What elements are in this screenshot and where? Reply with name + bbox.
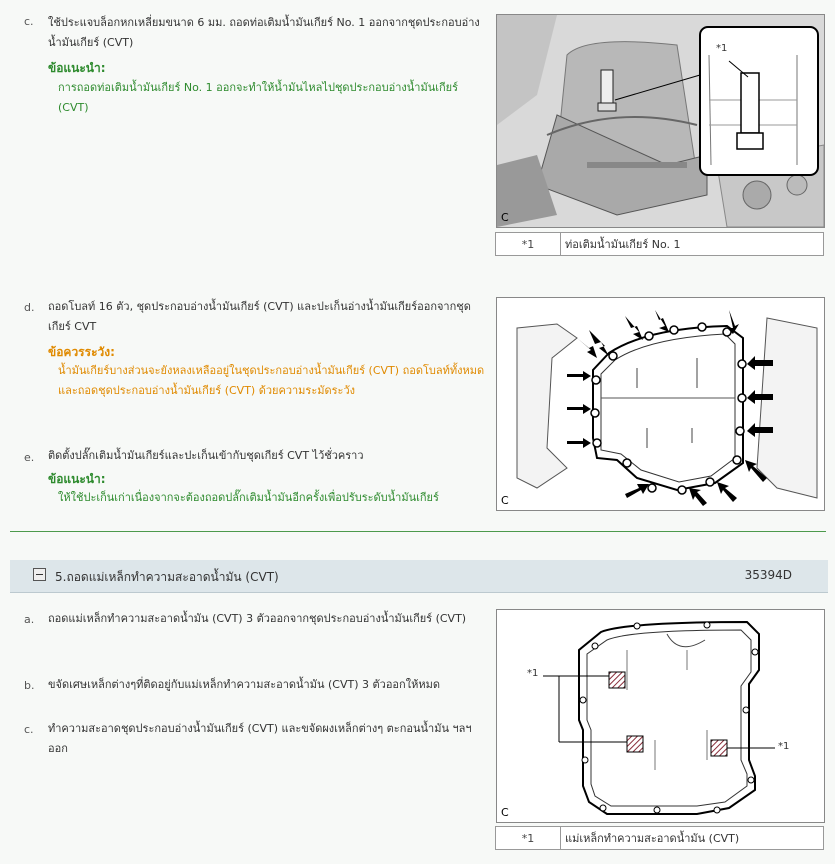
- legend-key: *1: [496, 827, 561, 850]
- magnets-illustration: [497, 610, 824, 822]
- table-row: [496, 233, 824, 256]
- figure-pan-bolts: [496, 297, 825, 511]
- section-code: 35394D: [744, 568, 792, 582]
- hint-text: การถอดท่อเติมน้ำมันเกียร์ No. 1 ออกจะทำให้น้ำมันไหลไปชุดประกอบอ่างน้ำมันเกียร์ (CVT): [58, 81, 458, 114]
- section-divider: [10, 531, 826, 532]
- figure-filler-tube: [496, 14, 825, 228]
- figure-label: C: [501, 806, 509, 819]
- legend-value: ท่อเติมน้ำมันเกียร์ No. 1: [561, 233, 824, 256]
- caution-text: น้ำมันเกียร์บางส่วนจะยังหลงเหลืออยู่ในชุดประกอบอ่างน้ำมันเกียร์ (CVT) ถอดโบลท์ทั้งหมด และถอดชุดประกอบอ่างน้ำมันเกียร์ (CVT) ด้วยความระมัดระวัง: [58, 364, 485, 397]
- legend-value: แม่เหล็กทำความสะอาดน้ำมัน (CVT): [561, 827, 824, 850]
- step-letter: c.: [24, 15, 34, 28]
- legend-table: [495, 826, 824, 850]
- step-text: ถอดโบลท์ 16 ตัว, ชุดประกอบอ่างน้ำมันเกียร์ (CVT) และปะเก็นอ่างน้ำมันเกียร์ออกจากชุดเกียร์ CVT: [48, 300, 471, 333]
- caution-label: ข้อควรระวัง:: [48, 345, 115, 359]
- figure-callout: *1: [716, 43, 728, 54]
- step-letter: e.: [24, 451, 35, 464]
- figure-magnets: [496, 609, 825, 823]
- step-letter: a.: [24, 613, 35, 626]
- step-text: ติดตั้งปลั๊กเติมน้ำมันเกียร์และปะเก็นเข้ากับชุดเกียร์ CVT ไว้ชั่วคราว: [48, 449, 364, 462]
- figure-label: C: [501, 211, 509, 224]
- pan-bolts-illustration: [497, 298, 824, 510]
- figure-callout: *1: [527, 668, 539, 679]
- collapse-icon[interactable]: [33, 568, 46, 581]
- hint-label: ข้อแนะนำ:: [48, 472, 106, 486]
- hint-label: ข้อแนะนำ:: [48, 61, 106, 75]
- step-letter: d.: [24, 301, 35, 314]
- legend-key: *1: [496, 233, 561, 256]
- figure-label: C: [501, 494, 509, 507]
- step-text: ใช้ประแจบล็อกหกเหลี่ยมขนาด 6 มม. ถอดท่อเติมน้ำมันเกียร์ No. 1 ออกจากชุดประกอบอ่างน้ำมันเกียร์ (CVT): [48, 16, 480, 49]
- step-text: ถอดแม่เหล็กทำความสะอาดน้ำมัน (CVT) 3 ตัวออกจากชุดประกอบอ่างน้ำมันเกียร์ (CVT): [48, 612, 467, 625]
- figure-callout: *1: [778, 741, 790, 752]
- step-letter: b.: [24, 679, 35, 692]
- table-row: [496, 827, 824, 850]
- section-header[interactable]: [10, 560, 828, 593]
- legend-table: [495, 232, 824, 256]
- hint-text: ให้ใช้ปะเก็นเก่าเนื่องจากจะต้องถอดปลั๊กเติมน้ำมันอีกครั้งเพื่อปรับระดับน้ำมันเกียร์: [58, 491, 439, 504]
- step-text: ทำความสะอาดชุดประกอบอ่างน้ำมันเกียร์ (CVT) และขจัดผงเหล็กต่างๆ ตะกอนน้ำมัน ฯลฯ ออก: [48, 722, 472, 755]
- section-title: 5.ถอดแม่เหล็กทำความสะอาดน้ำมัน (CVT): [55, 570, 279, 584]
- step-letter: c.: [24, 723, 34, 736]
- step-text: ขจัดเศษเหล็กต่างๆที่ติดอยู่กับแม่เหล็กทำความสะอาดน้ำมัน (CVT) 3 ตัวออกให้หมด: [48, 678, 440, 691]
- filler-tube-illustration: [497, 15, 824, 227]
